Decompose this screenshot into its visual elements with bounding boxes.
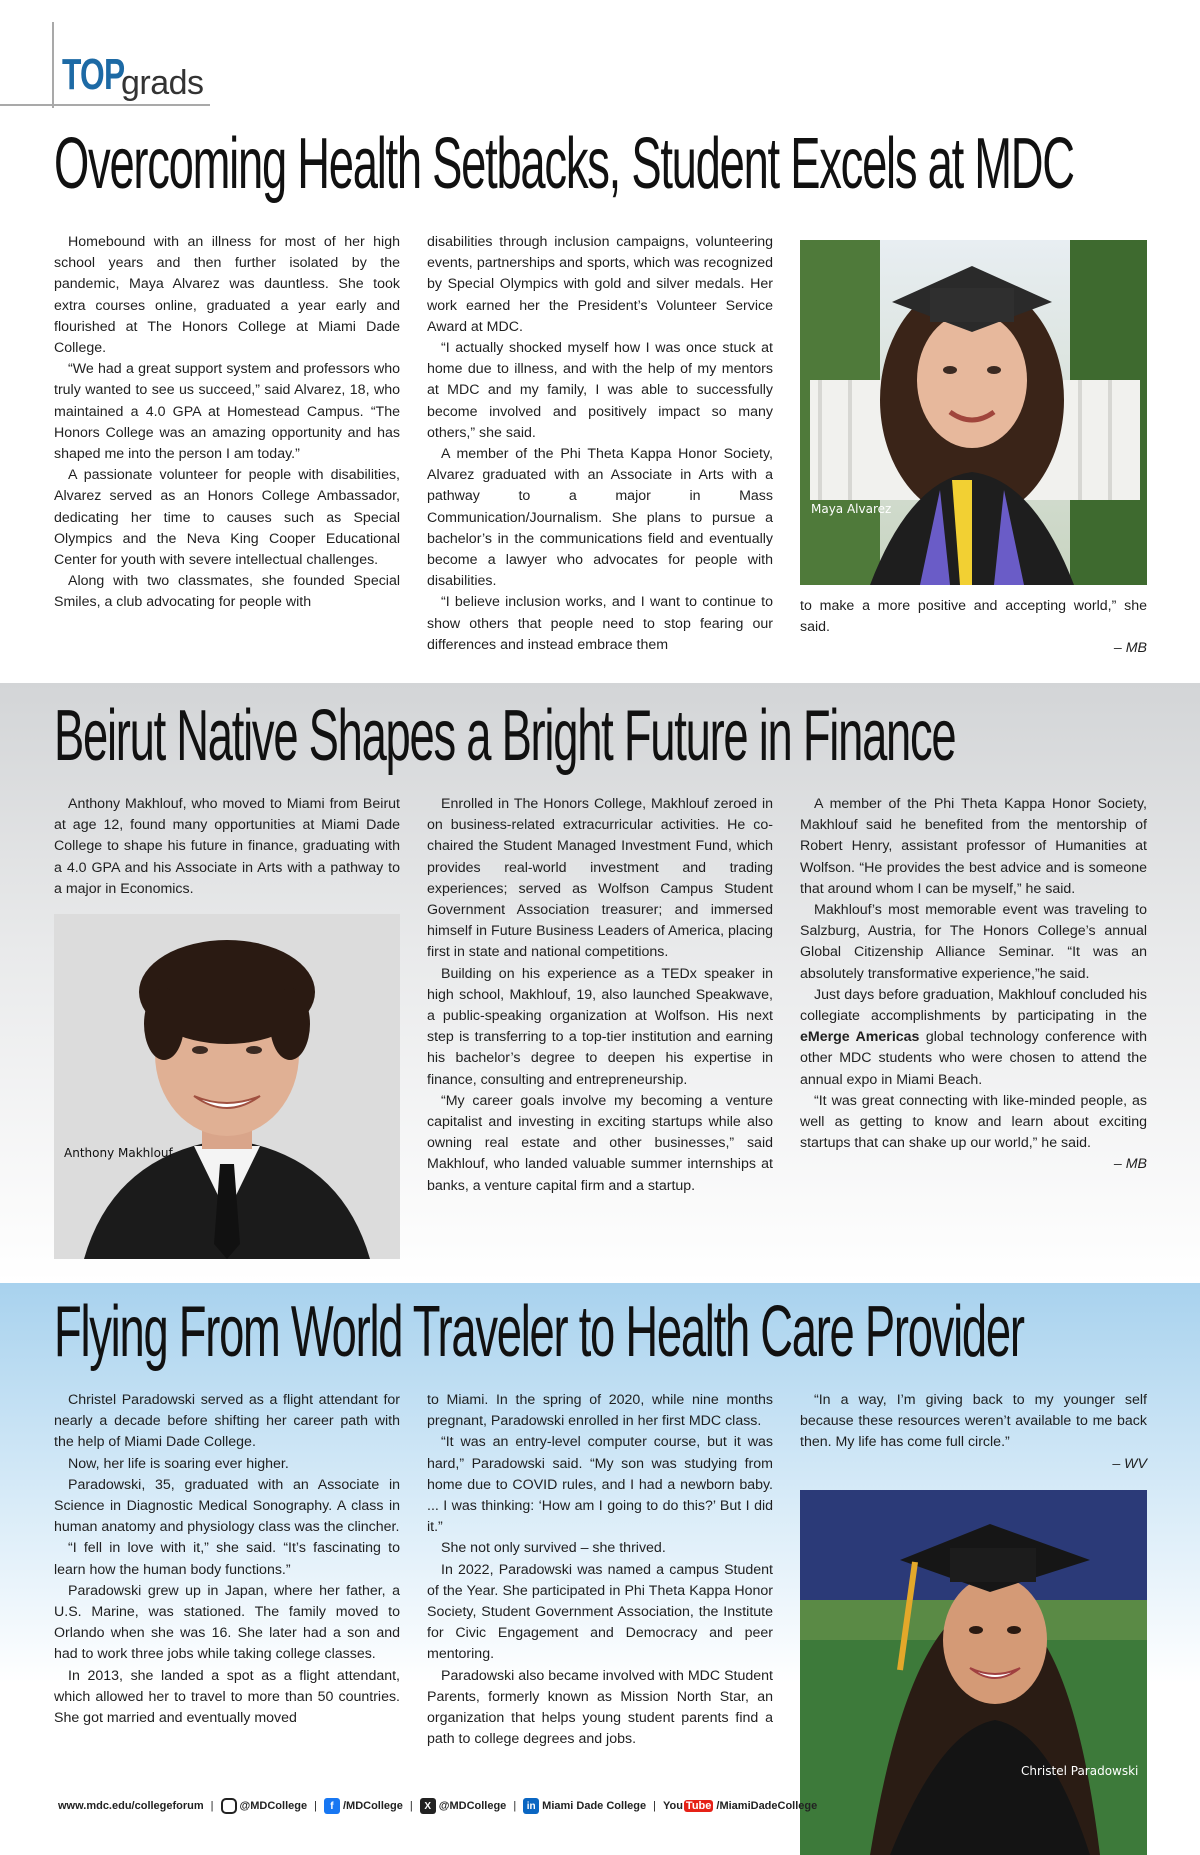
article3-paragraph: Paradowski grew up in Japan, where her father, a U.S. Marine, was stationed. The family moved to Orlando when she was 16. She later had a son and had to work three jobs while taking college classes. — [54, 1582, 400, 1663]
footer-facebook-link[interactable]: /MDCollege — [342, 1800, 403, 1812]
footer-x-link[interactable]: @MDCollege — [438, 1800, 507, 1812]
instagram-icon — [221, 1798, 237, 1814]
article1-column-2 — [427, 232, 773, 656]
article2-column-1 — [54, 794, 400, 900]
footer-youtube-link[interactable]: /MiamiDadeCollege — [716, 1800, 818, 1812]
article3-paragraph: to Miami. In the spring of 2020, while nine months pregnant, Paradowski enrolled in her first MDC class. — [427, 1392, 773, 1430]
youtube-icon: You Tube — [662, 1800, 712, 1812]
article2-paragraph: “My career goals involve my becoming a venture capitalist and investing in exciting startups while also owning real estate and other businesses,” said Makhlouf, who landed valuable summer internships at banks, a venture capital firm and a startup. — [427, 1092, 773, 1194]
article3-paragraph: Now, her life is soaring ever higher. — [68, 1455, 289, 1472]
article1-paragraph: Along with two classmates, she founded Special Smiles, a club advocating for people with — [54, 573, 400, 611]
graduate-portrait-image — [800, 240, 1147, 585]
article3-column-3 — [800, 1390, 1147, 1475]
article1-column-3 — [800, 596, 1147, 660]
footer-instagram-link[interactable]: @MDCollege — [239, 1800, 308, 1812]
article2-paragraph-text: Just days before graduation, Makhlouf concluded his collegiate accomplishments by participating in the — [800, 986, 1147, 1025]
article1-signature: – MB — [1113, 640, 1147, 657]
article2-column-2 — [427, 794, 773, 1197]
graduate-portrait-image — [800, 1490, 1147, 1855]
article1-column-1 — [54, 232, 400, 614]
maya-alvarez-photo — [800, 240, 1147, 585]
article3-paragraph: Paradowski also became involved with MDC Student Parents, formerly known as Mission North Star, an organization that helps young student parents find a path to college degrees and jobs. — [427, 1667, 773, 1748]
anthony-makhlouf-caption: Anthony Makhlouf — [64, 1146, 173, 1160]
article3-column-2 — [427, 1390, 773, 1750]
section-label-top: TOP — [62, 50, 125, 99]
christel-paradowski-photo — [800, 1490, 1147, 1855]
article2-signature: – MB — [1113, 1156, 1147, 1173]
graduate-portrait-image — [54, 914, 400, 1259]
article2-paragraph — [800, 985, 1147, 1091]
article1-paragraph: to make a more positive and accepting world,” she said. — [800, 598, 1147, 636]
article2-column-3 — [800, 794, 1147, 1176]
x-icon: X — [420, 1798, 436, 1814]
article3-paragraph: “It was an entry-level computer course, but it was hard,” Paradowski said. “My son was studying from home due to COVID rules, and I had a newborn baby. ... I was thinking: ‘How am I going to do this?’ But I did it.” — [427, 1434, 773, 1536]
footer-separator: | — [314, 1800, 317, 1812]
footer-separator: | — [210, 1800, 214, 1812]
linkedin-icon: in — [523, 1798, 539, 1814]
article1-paragraph: disabilities through inclusion campaigns, volunteering events, partnerships and sports, which was recognized by Special Olympics with gold and silver medals. Her work earned her the President’s Volunteer Service Award at MDC. — [427, 234, 773, 335]
facebook-icon: f — [324, 1798, 340, 1814]
article2-paragraph: Building on his experience as a TEDx speaker in high school, Makhlouf, 19, also launched Speakwave, a public-speaking organization at Wolfson. His next step is transferring to a top-tier institution and earning his bachelor’s degree to deepen his expertise in finance, consulting and entrepreneurship. — [427, 965, 773, 1088]
article2-paragraph: Makhlouf’s most memorable event was traveling to Salzburg, Austria, for The Honors College’s annual Global Citizenship Alliance Seminar. “It was an absolutely transformative experience,”he said. — [800, 902, 1147, 982]
article3-headline: Flying From World Traveler to Health Care Provider — [54, 1292, 1024, 1372]
article2-paragraph-text: global technology conference with other MDC students who were chosen to attend the annual expo in Miami Beach. — [800, 1029, 1147, 1088]
footer-separator: | — [409, 1800, 413, 1812]
article2-paragraph: Enrolled in The Honors College, Makhlouf zeroed in on business-related extracurricular activities. He co-chaired the Student Managed Investment Fund, which provides real-world investment and trading experiences; served as Wolfson Campus Student Government Association treasurer; and immersed himself in Future Business Leaders of America, placing first in state and national competitions. — [427, 796, 773, 961]
article3-paragraph: In 2022, Paradowski was named a campus Student of the Year. She participated in Phi Theta Kappa Honor Society, Student Government Association, the Institute for Civic Engagement and Democracy and peer mentoring. — [427, 1561, 773, 1663]
article3-paragraph: She not only survived – she thrived. — [441, 1540, 666, 1557]
anthony-makhlouf-photo — [54, 914, 400, 1259]
header-rule-vertical — [52, 22, 54, 108]
footer-separator: | — [513, 1800, 517, 1812]
article3-paragraph: In 2013, she landed a spot as a flight attendant, which allowed her to travel to more than 50 countries. She got married and eventually moved — [54, 1667, 400, 1727]
article3-signature: – WV — [1112, 1455, 1147, 1472]
footer-website-link[interactable]: www.mdc.edu/collegeforum — [58, 1800, 204, 1812]
maya-alvarez-caption: Maya Alvarez — [811, 502, 892, 516]
article1-paragraph: A passionate volunteer for people with disabilities, Alvarez served as an Honors College Ambassador, dedicating her time to causes such as Special Olympics and the Neva King Cooper Educational Center for youth with severe intellectual challenges. — [54, 467, 400, 569]
christel-paradowski-caption: Christel Paradowski — [1021, 1764, 1139, 1778]
article2-headline: Beirut Native Shapes a Bright Future in Finance — [54, 696, 956, 776]
article3-paragraph: “I fell in love with it,” she said. “It’s fascinating to learn how the human body functions.” — [54, 1540, 400, 1578]
article1-paragraph: Homebound with an illness for most of her high school years and then further isolated by the pandemic, Maya Alvarez was dauntless. She took extra courses online, graduated a year early and flourished at The Honors College at Miami Dade College. — [54, 234, 400, 357]
footer-social-bar — [58, 1796, 817, 1816]
emerge-americas-mention: eMerge Americas — [800, 1029, 920, 1046]
article3-paragraph: Paradowski, 35, graduated with an Associate in Science in Diagnostic Medical Sonography. A class in human anatomy and physiology class was the clincher. — [54, 1476, 400, 1536]
article1-paragraph: A member of the Phi Theta Kappa Honor Society, Alvarez graduated with an Associate in Arts with a pathway to a major in Mass Communication/Journalism. She plans to pursue a bachelor’s in the communications field and eventually become a lawyer who advocates for people with disabilities. — [427, 446, 773, 590]
article3-column-1 — [54, 1390, 400, 1729]
article1-paragraph: “We had a great support system and professors who truly wanted to see us succeed,” said Alvarez, 18, who maintained a 4.0 GPA at Homestead Campus. “The Honors College was an amazing opportunity and has shaped me into the person I am today.” — [54, 361, 400, 463]
footer-linkedin-link[interactable]: Miami Dade College — [542, 1800, 647, 1812]
footer-separator: | — [653, 1800, 656, 1812]
article2-paragraph: “It was great connecting with like-minded people, as well as getting to know and learn about exciting startups that can shake up our world,” he said. — [800, 1092, 1147, 1152]
article1-headline: Overcoming Health Setbacks, Student Excels at MDC — [54, 124, 1074, 204]
article1-paragraph: “I actually shocked myself how I was once stuck at home due to illness, and with the help of my mentors at MDC and my family, I was able to successfully become involved and positively impact so many others,” she said. — [427, 340, 773, 441]
article3-paragraph: Christel Paradowski served as a flight attendant for nearly a decade before shifting her career path with the help of Miami Dade College. — [54, 1392, 400, 1451]
article2-paragraph: Anthony Makhlouf, who moved to Miami from Beirut at age 12, found many opportunities at Miami Dade College to shape his future in finance, graduating with a 4.0 GPA and his Associate in Arts with a pathway to a major in Economics. — [54, 796, 400, 897]
article2-paragraph: A member of the Phi Theta Kappa Honor Society, Makhlouf said he benefited from the mentorship of Robert Henry, assistant professor of Humanities at Wolfson. “He provides the best advice and is someone that around whom I can be myself,” he said. — [800, 796, 1147, 897]
section-label-grads: grads — [121, 64, 204, 102]
article1-paragraph: “I believe inclusion works, and I want to continue to show others that people need to stop fearing our differences and instead embrace them — [427, 594, 773, 653]
header-rule-horizontal — [0, 104, 210, 106]
article3-paragraph: “In a way, I’m giving back to my younger self because these resources weren’t available to me back then. My life has come full circle.” — [800, 1392, 1147, 1451]
